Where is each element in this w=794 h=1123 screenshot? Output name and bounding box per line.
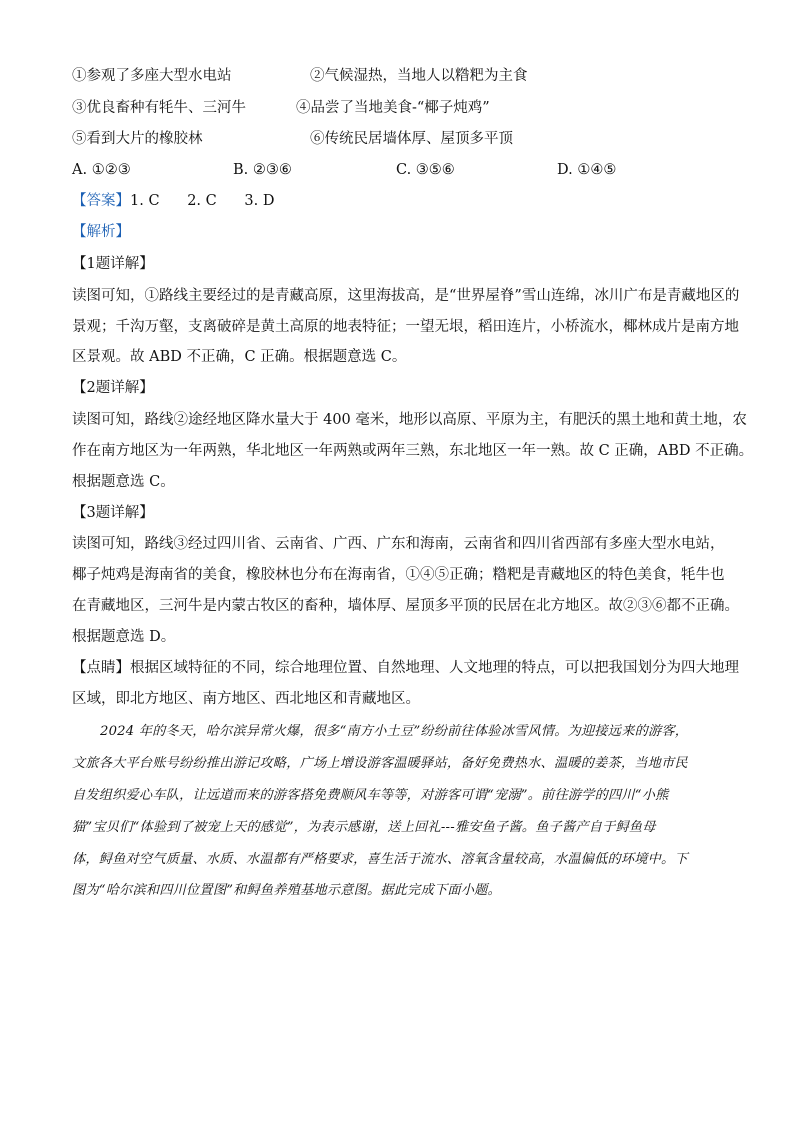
passage-line-5: 体，鲟鱼对空气质量、水质、水温都有严格要求，喜生活于流水、溶氧含量较高，水温偏低的环境中。下 bbox=[72, 852, 688, 867]
analysis-label: 【解析】 bbox=[72, 224, 130, 240]
q1-heading: 【1题详解】 bbox=[72, 256, 154, 272]
answer-line bbox=[72, 191, 274, 211]
option-2: ②气候湿热，当地人以糌粑为主食 bbox=[310, 68, 528, 84]
passage-line-2: 文旅各大平台账号纷纷推出游记攻略，广场上增设游客温暖驿站，备好免费热水、温暖的姜茶，当地市民 bbox=[72, 756, 688, 771]
choice-d: D. ①④⑤ bbox=[557, 162, 617, 178]
tip-label: 【点睛】 bbox=[72, 660, 130, 676]
q3-line-1: 读图可知，路线③经过四川省、云南省、广西、广东和海南，云南省和四川省西部有多座大型水电站， bbox=[72, 536, 725, 552]
q2-heading: 【2题详解】 bbox=[72, 380, 154, 396]
option-4: ④品尝了当地美食-“椰子炖鸡” bbox=[296, 100, 490, 116]
passage-line-4: 猫”宝贝们“体验到了被宠上天的感觉”，为表示感谢，送上回礼---雅安鱼子酱。鱼子酱产自于鲟鱼母 bbox=[72, 820, 656, 835]
choice-c: C. ③⑤⑥ bbox=[396, 162, 455, 178]
option-6: ⑥传统民居墙体厚、屋顶多平顶 bbox=[310, 131, 513, 147]
answer-text: 1. C 2. C 3. D bbox=[130, 193, 275, 209]
q3-heading: 【3题详解】 bbox=[72, 505, 154, 521]
q3-line-2: 椰子炖鸡是海南省的美食，橡胶林也分布在海南省，①④⑤正确；糌粑是青藏地区的特色美食，牦牛也 bbox=[72, 567, 725, 583]
choice-b: B. ②③⑥ bbox=[233, 162, 292, 178]
q1-line-2: 景观；千沟万壑，支离破碎是黄土高原的地表特征；一望无垠，稻田连片，小桥流水，椰林成片是南方地 bbox=[72, 319, 739, 335]
passage-line-6: 图为“哈尔滨和四川位置图”和鲟鱼养殖基地示意图。据此完成下面小题。 bbox=[72, 883, 501, 898]
q3-line-4: 根据题意选 D。 bbox=[72, 629, 176, 645]
option-5: ⑤看到大片的橡胶林 bbox=[72, 131, 203, 147]
tip-line-1 bbox=[72, 658, 739, 678]
passage-line-1: 2024 年的冬天，哈尔滨异常火爆，很多“南方小土豆”纷纷前往体验冰雪风情。为迎接远来的游客， bbox=[100, 724, 689, 739]
q2-line-3: 根据题意选 C。 bbox=[72, 474, 175, 490]
tip-text-1: 根据区域特征的不同，综合地理位置、自然地理、人文地理的特点，可以把我国划分为四大地理 bbox=[130, 660, 739, 676]
option-1: ①参观了多座大型水电站 bbox=[72, 68, 232, 84]
q2-line-1: 读图可知，路线②途经地区降水量大于 400 毫米，地形以高原、平原为主，有肥沃的黑土地和黄土地，农 bbox=[72, 412, 747, 428]
q3-line-3: 在青藏地区，三河牛是内蒙古牧区的畜种，墙体厚、屋顶多平顶的民居在北方地区。故②③⑥都不正确。 bbox=[72, 598, 739, 614]
choice-a: A. ①②③ bbox=[72, 162, 131, 178]
answer-label: 【答案】 bbox=[72, 193, 130, 209]
tip-line-2: 区域，即北方地区、南方地区、西北地区和青藏地区。 bbox=[72, 691, 420, 707]
passage-line-3: 自发组织爱心车队，让远道而来的游客搭免费顺风车等等，对游客可谓“宠溺”。前往游学的四川“小熊 bbox=[72, 788, 669, 803]
q1-line-1: 读图可知，①路线主要经过的是青藏高原，这里海拔高，是“世界屋脊”雪山连绵，冰川广布是青藏地区的 bbox=[72, 288, 740, 304]
option-3: ③优良畜种有牦牛、三河牛 bbox=[72, 100, 246, 116]
q1-line-3: 区景观。故 ABD 不正确，C 正确。根据题意选 C。 bbox=[72, 349, 407, 365]
q2-line-2: 作在南方地区为一年两熟，华北地区一年两熟或两年三熟，东北地区一年一熟。故 C 正确，ABD 不正确。 bbox=[72, 443, 754, 459]
